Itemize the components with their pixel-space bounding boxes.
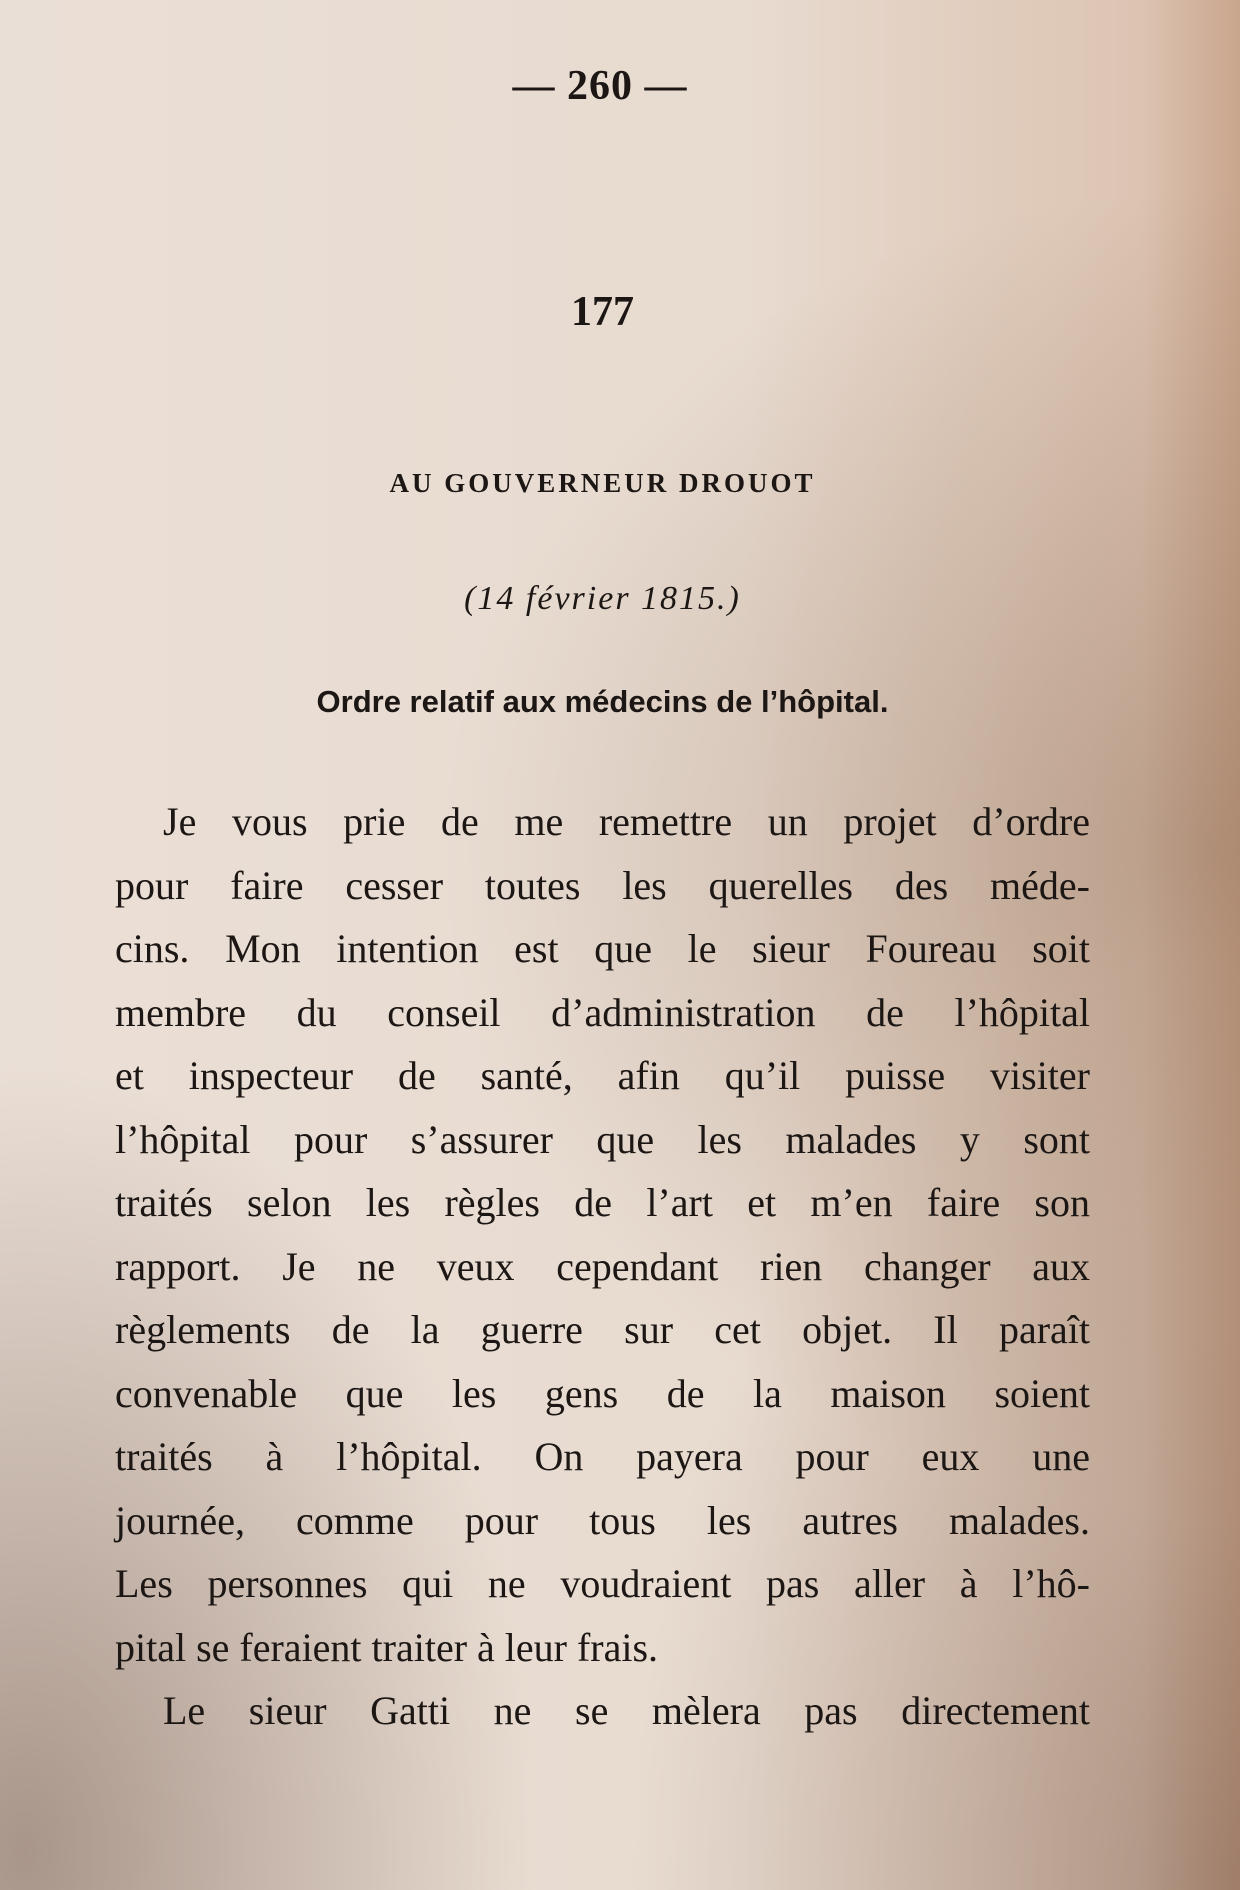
letter-date: (14 février 1815.): [464, 580, 741, 617]
letter-number: 177: [571, 289, 634, 335]
body-line: pital se feraient traiter à leur frais.: [115, 1624, 659, 1670]
body-line: traités à l’hôpital. On payera pour eux une: [115, 1434, 1090, 1479]
body-line: Je vous prie de me remettre un projet d’ordre: [163, 799, 1090, 844]
body-line: cins. Mon intention est que le sieur Foureau soit: [115, 926, 1090, 971]
body-line: Les personnes qui ne voudraient pas aller à l’hô-: [115, 1561, 1090, 1606]
body-line: rapport. Je ne veux cependant rien changer aux: [115, 1243, 1090, 1289]
body-line: convenable que les gens de la maison soient: [115, 1370, 1090, 1416]
body-line: traités selon les règles de l’art et m’en faire son: [115, 1180, 1090, 1225]
page-number: — 260 —: [512, 63, 688, 109]
body-line: membre du conseil d’administration de l’hôpital: [115, 989, 1090, 1035]
letter-body: [115, 790, 1090, 1743]
body-line: pour faire cesser toutes les querelles des méde-: [115, 862, 1090, 908]
letter-recipient: AU GOUVERNEUR DROUOT: [389, 468, 816, 498]
body-line: règlements de la guerre sur cet objet. Il paraît: [115, 1307, 1090, 1352]
body-line: Le sieur Gatti ne se mèlera pas directement: [163, 1688, 1090, 1733]
body-line: journée, comme pour tous les autres malades.: [115, 1497, 1090, 1543]
letter-summary: Ordre relatif aux médecins de l’hôpital.: [316, 684, 889, 719]
body-line: l’hôpital pour s’assurer que les malades y sont: [115, 1116, 1090, 1162]
body-line: et inspecteur de santé, afin qu’il puisse visiter: [115, 1053, 1090, 1098]
